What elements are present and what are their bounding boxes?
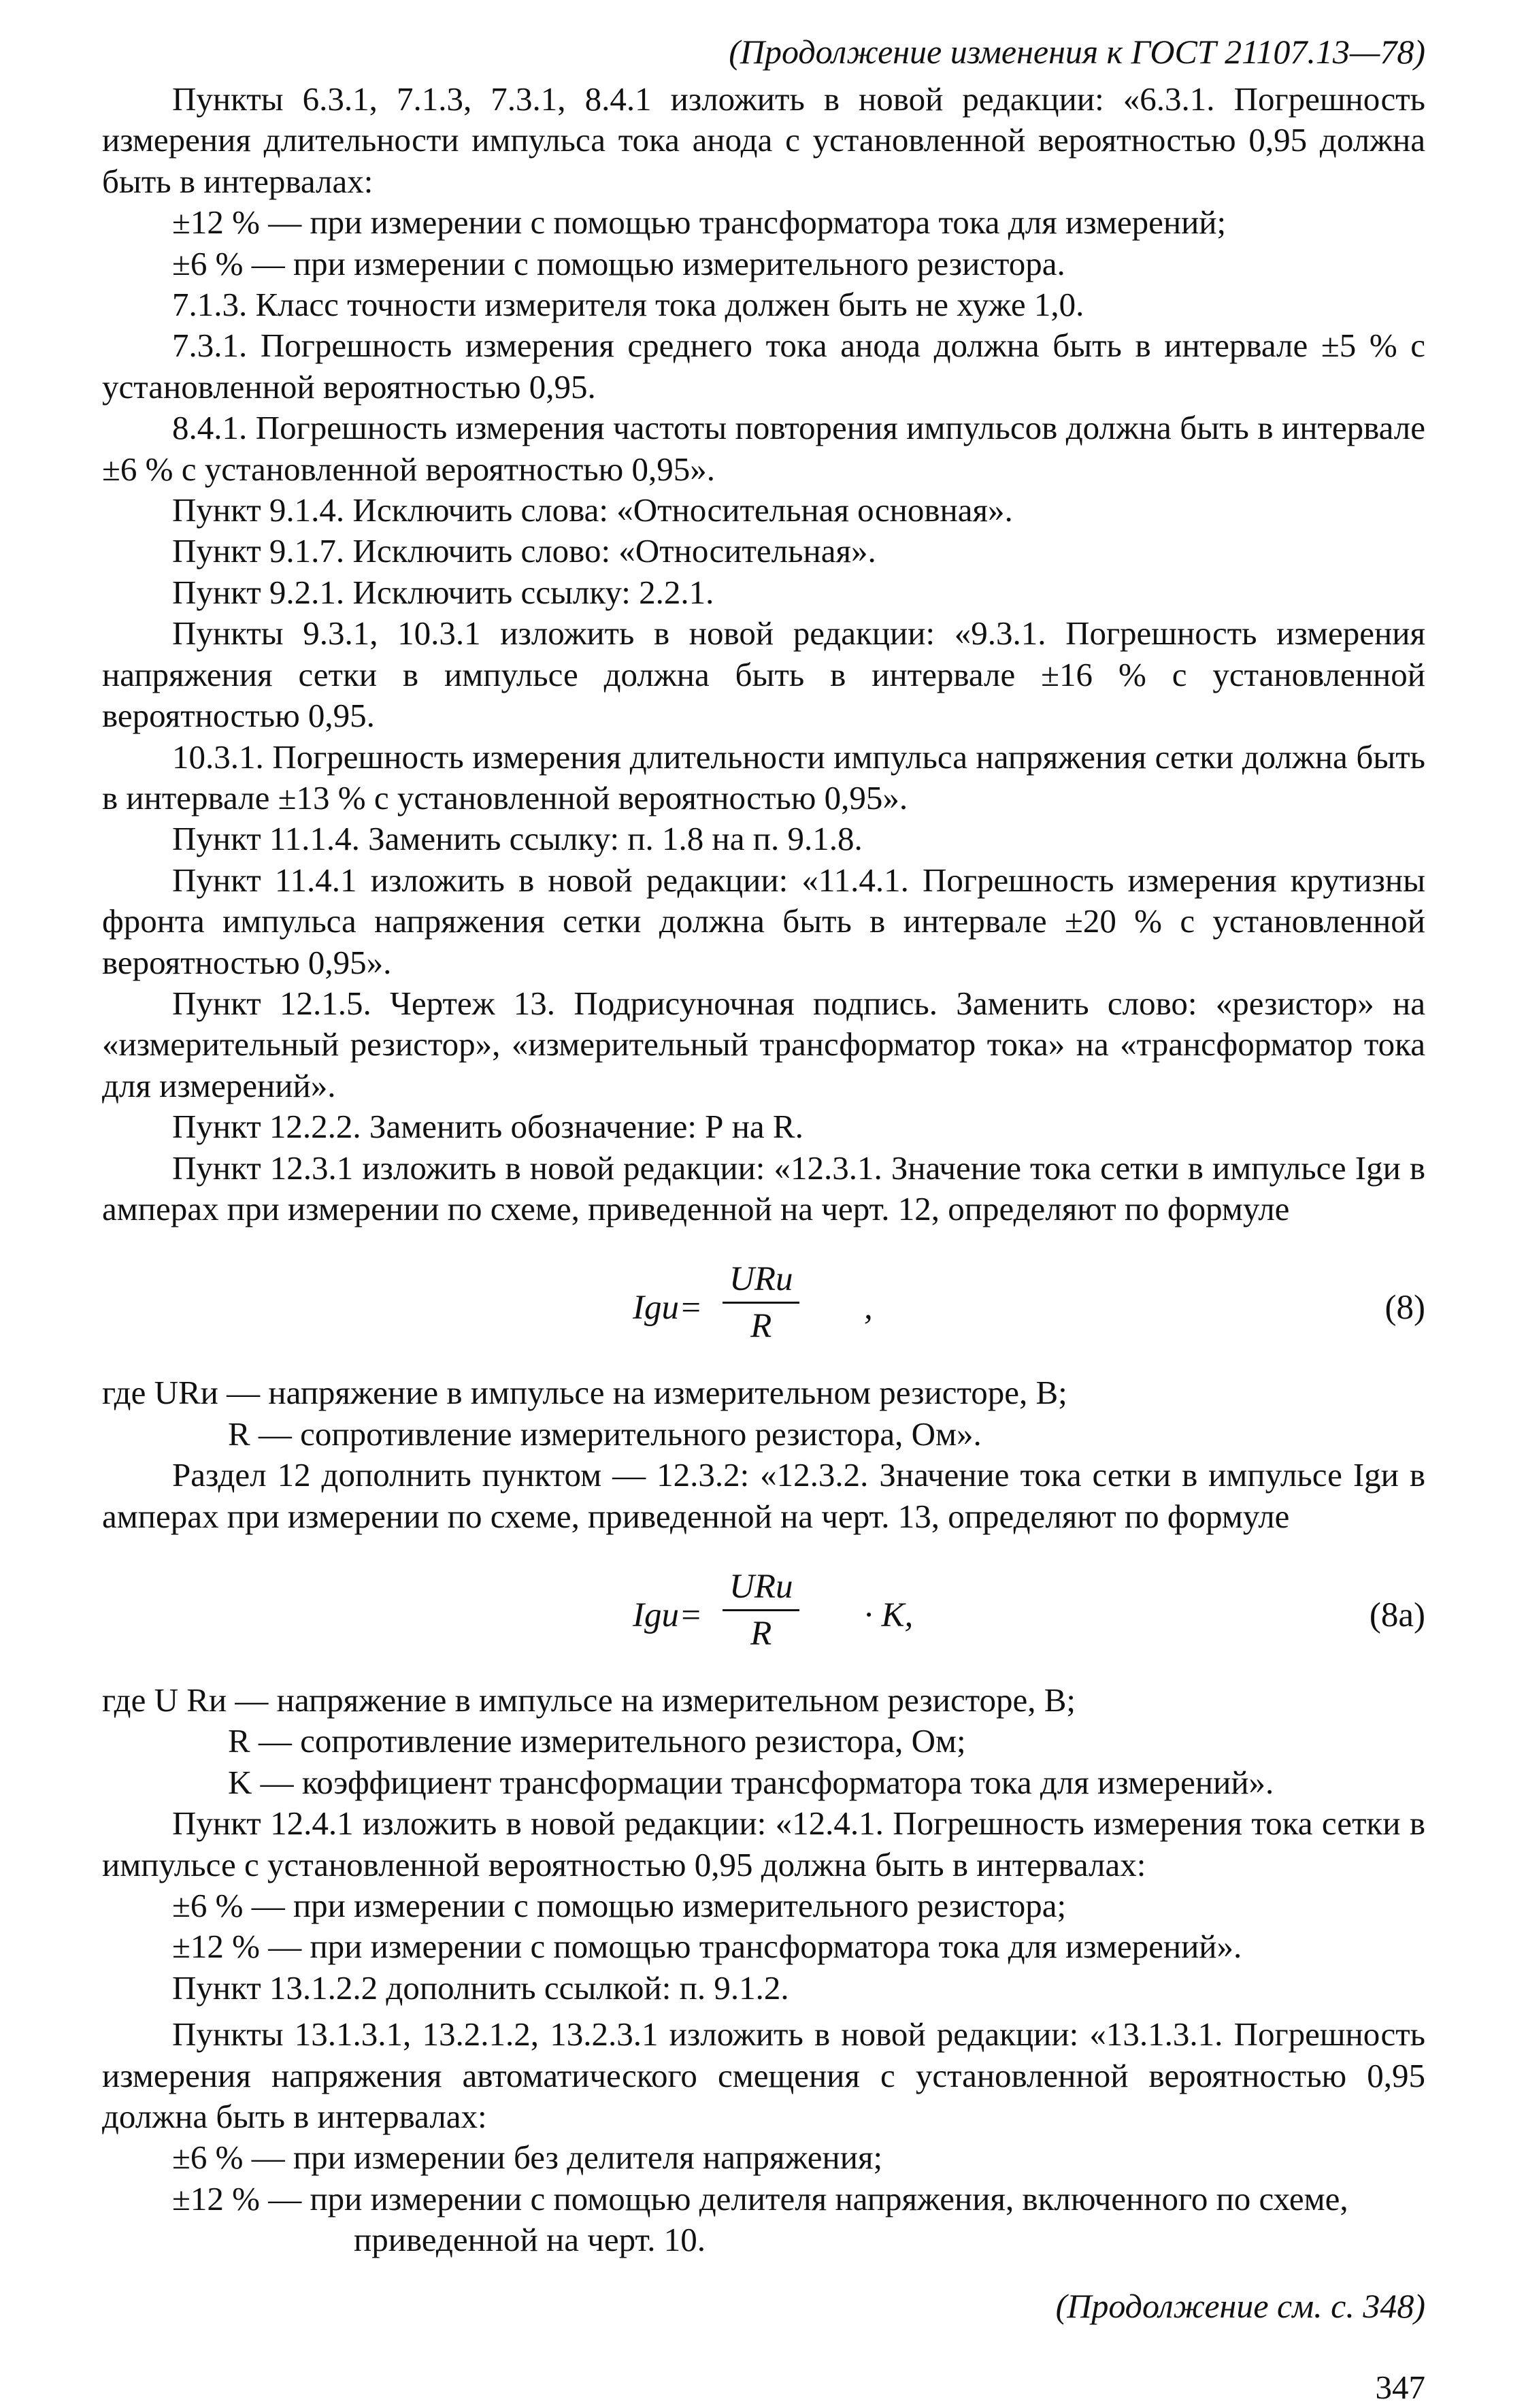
paragraph: 10.3.1. Погрешность измерения длительности импульса напряжения сетки должна быть в интервале ±13 % с установленной вероятностью 0,95». bbox=[102, 738, 1425, 817]
formula-fraction bbox=[723, 1257, 799, 1349]
list-item: ±12 % — при измерении с помощью трансформатора тока для измерений». bbox=[172, 1928, 1242, 1966]
formula-tail: · K, bbox=[864, 1596, 914, 1634]
paragraph: где URи — напряжение в импульсе на измерительном резисторе, В; bbox=[102, 1374, 1067, 1412]
paragraph: R — сопротивление измерительного резистора, Ом; bbox=[228, 1722, 966, 1760]
formula-lhs: Igи= bbox=[633, 1596, 703, 1634]
list-item: ±6 % — при измерении с помощью измерительного резистора. bbox=[172, 244, 1065, 282]
formula-number: (8а) bbox=[1369, 1596, 1425, 1634]
list-item: ±12 % — при измерении с помощью делителя напряжения, включенного по схеме, приведенной на черт. 10. bbox=[172, 2179, 1348, 2259]
paragraph: где U Rи — напряжение в импульсе на измерительном резисторе, В; bbox=[102, 1681, 1076, 1719]
list-item: ±12 % — при измерении с помощью трансформатора тока для измерений; bbox=[172, 203, 1227, 242]
paragraph: Пункт 9.1.7. Исключить слово: «Относительная». bbox=[172, 532, 876, 570]
formula-lhs: Igи= bbox=[633, 1289, 703, 1327]
paragraph: Пункты 9.3.1, 10.3.1 изложить в новой редакции: «9.3.1. Погрешность измерения напряжения сетки в импульсе должна быть в интервале ±16 % с установленной вероятностью 0,95. bbox=[102, 614, 1425, 735]
paragraph: K — коэффициент трансформации трансформатора тока для измерений». bbox=[228, 1763, 1274, 1801]
running-header: (Продолжение изменения к ГОСТ 21107.13—78) bbox=[729, 33, 1425, 71]
paragraph: Пункты 6.3.1, 7.1.3, 7.3.1, 8.4.1 изложить в новой редакции: «6.3.1. Погрешность измерения длительности импульса тока анода с установленной вероятностью 0,95 должна быть в интервалах: bbox=[102, 80, 1425, 200]
formula-fraction bbox=[723, 1564, 799, 1656]
paragraph: Пункты 13.1.3.1, 13.2.1.2, 13.2.3.1 изложить в новой редакции: «13.1.3.1. Погрешность измерения напряжения автоматического смещения с установленной вероятностью 0,95 должна быть в интервалах: bbox=[102, 2015, 1425, 2136]
paragraph: Раздел 12 дополнить пунктом — 12.3.2: «12.3.2. Значение тока сетки в импульсе Igи в амперах при измерении по схеме, приведенной на черт. 13, определяют по формуле bbox=[102, 1456, 1425, 1535]
paragraph: Пункт 9.1.4. Исключить слова: «Относительная основная». bbox=[172, 491, 1013, 529]
document-page bbox=[102, 31, 1425, 2408]
paragraph: Пункт 12.4.1 изложить в новой редакции: «12.4.1. Погрешность измерения тока сетки в импульсе с установленной вероятностью 0,95 должна быть в интервалах: bbox=[102, 1804, 1425, 1883]
formula-8 bbox=[102, 1250, 1425, 1372]
paragraph: R — сопротивление измерительного резистора, Ом». bbox=[228, 1415, 982, 1453]
fraction-denominator: R bbox=[750, 1615, 772, 1653]
page-number: 347 bbox=[1375, 2368, 1425, 2406]
list-item: ±6 % — при измерении без делителя напряжения; bbox=[172, 2139, 883, 2177]
paragraph: 7.1.3. Класс точности измерителя тока должен быть не хуже 1,0. bbox=[172, 286, 1084, 324]
paragraph: Пункт 12.2.2. Заменить обозначение: Р на R. bbox=[172, 1108, 803, 1146]
continuation-note: (Продолжение см. с. 348) bbox=[1055, 2286, 1425, 2325]
paragraph: Пункт 9.2.1. Исключить ссылку: 2.2.1. bbox=[172, 573, 714, 611]
paragraph: Пункт 11.4.1 изложить в новой редакции: «11.4.1. Погрешность измерения крутизны фронта импульса напряжения сетки должна быть в интервале ±20 % с установленной вероятностью 0,95». bbox=[102, 861, 1425, 981]
paragraph: 8.4.1. Погрешность измерения частоты повторения импульсов должна быть в интервале ±6 % с установленной вероятностью 0,95». bbox=[102, 409, 1425, 488]
fraction-numerator: URи bbox=[723, 1564, 799, 1611]
formula-8a bbox=[102, 1557, 1425, 1680]
list-item: ±6 % — при измерении с помощью измерительного резистора; bbox=[172, 1887, 1067, 1925]
formula-number: (8) bbox=[1384, 1289, 1425, 1327]
fraction-denominator: R bbox=[750, 1307, 772, 1346]
paragraph: Пункт 12.1.5. Чертеж 13. Подрисуночная подпись. Заменить слово: «резистор» на «измерительный резистор», «измерительный трансформатор тока» на «трансформатор тока для измерений». bbox=[102, 984, 1425, 1104]
paragraph: 7.3.1. Погрешность измерения среднего тока анода должна быть в интервале ±5 % с установленной вероятностью 0,95. bbox=[102, 327, 1425, 406]
fraction-numerator: URи bbox=[723, 1257, 799, 1304]
formula-tail: , bbox=[864, 1289, 873, 1327]
paragraph: Пункт 13.1.2.2 дополнить ссылкой: п. 9.1.2. bbox=[172, 1968, 789, 2007]
paragraph: Пункт 12.3.1 изложить в новой редакции: «12.3.1. Значение тока сетки в импульсе Igи в амперах при измерении по схеме, приведенной на черт. 12, определяют по формуле bbox=[102, 1149, 1425, 1227]
paragraph: Пункт 11.1.4. Заменить ссылку: п. 1.8 на п. 9.1.8. bbox=[172, 820, 863, 858]
